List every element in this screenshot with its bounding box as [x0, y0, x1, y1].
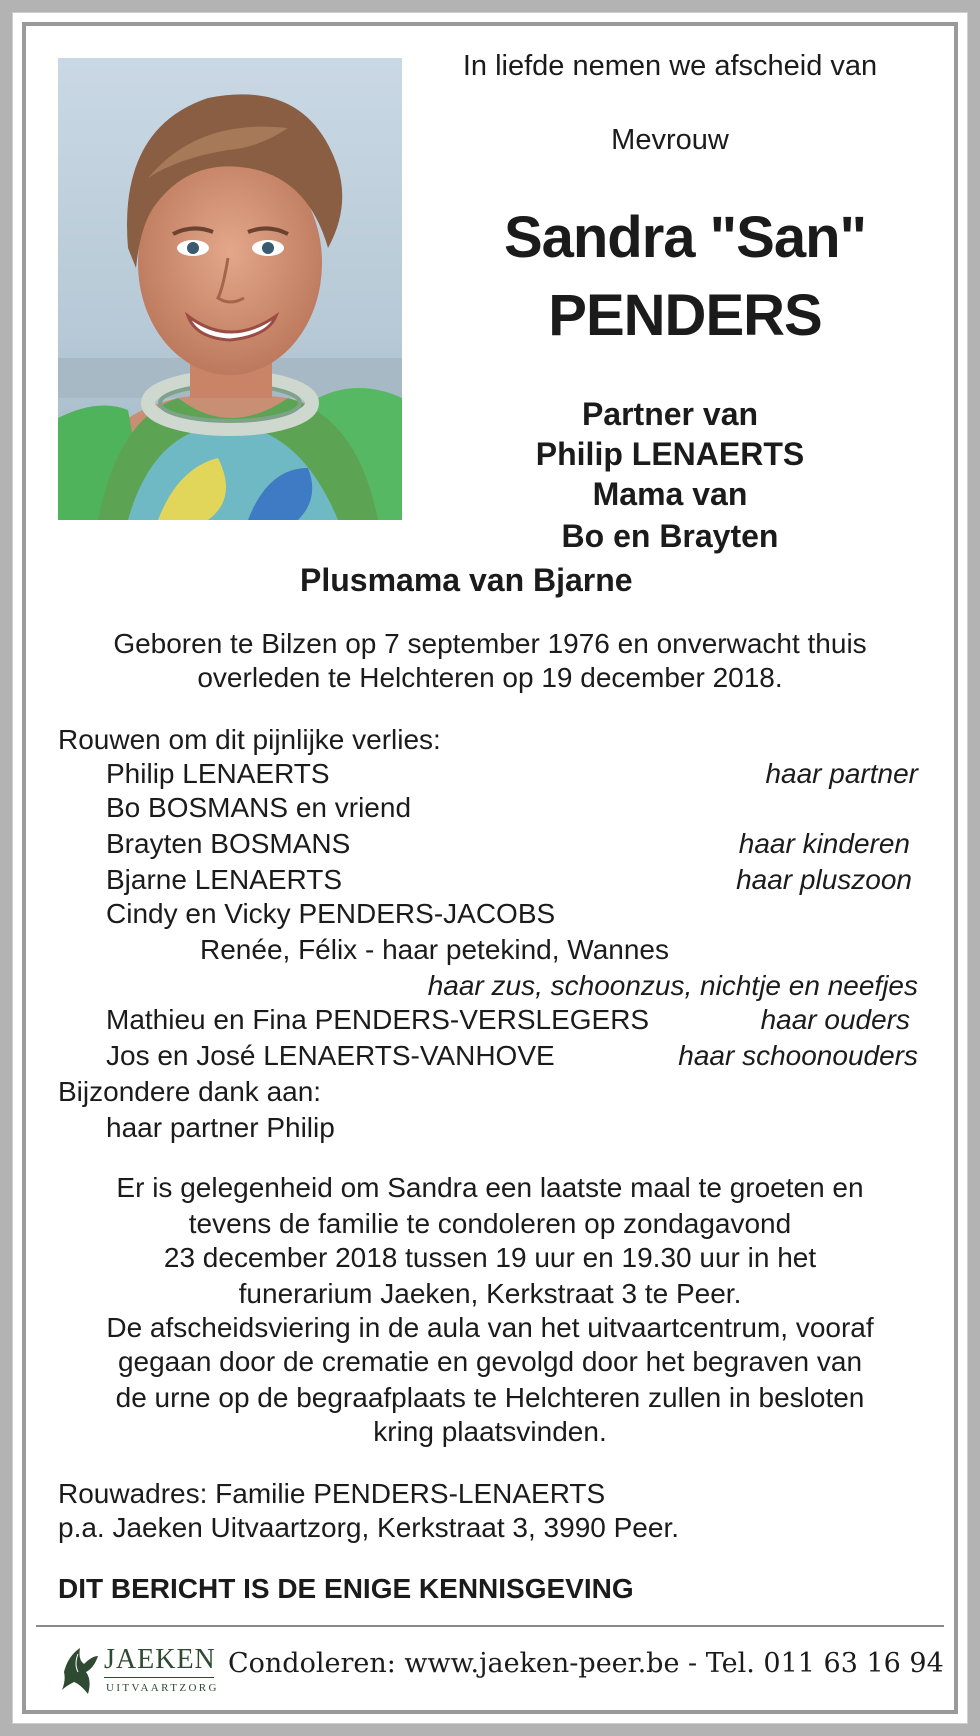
mourner-role: haar ouders — [760, 1004, 910, 1035]
mourner-name: Cindy en Vicky PENDERS-JACOBS — [106, 898, 556, 929]
logo-subtitle: UITVAARTZORG — [106, 1682, 219, 1694]
birth-death-line: Geboren te Bilzen op 7 september 1976 en onverwacht thuis — [113, 628, 867, 659]
deceased-name-line-2: PENDERS — [548, 283, 822, 348]
visitation-line: tevens de familie te condoleren op zondagavond — [188, 1208, 792, 1239]
mourners-heading: Rouwen om dit pijnlijke verlies: — [58, 724, 441, 755]
mourner-role: haar pluszoon — [736, 864, 912, 895]
visitation-line: De afscheidsviering in de aula van het uitvaartcentrum, vooraf — [106, 1312, 874, 1343]
thanks-heading: Bijzondere dank aan: — [58, 1076, 322, 1107]
funeral-home-logo — [58, 1640, 218, 1700]
mourner-role: haar zus, schoonzus, nichtje en neefjes — [427, 970, 918, 1001]
mourner-name: Jos en José LENAERTS-VANHOVE — [106, 1040, 555, 1071]
logo-rule — [104, 1677, 214, 1678]
mourner-name: Mathieu en Fina PENDERS-VERSLEGERS — [106, 1004, 650, 1035]
intro-line: In liefde nemen we afscheid van — [462, 50, 878, 82]
mourner-role: haar partner — [765, 758, 918, 789]
address-line: p.a. Jaeken Uitvaartzorg, Kerkstraat 3, 3990 Peer. — [58, 1512, 680, 1543]
visitation-line: kring plaatsvinden. — [373, 1416, 607, 1447]
mourner-role: haar kinderen — [738, 828, 910, 859]
honorific: Mevrouw — [611, 124, 729, 156]
visitation-line: de urne op de begraafplaats te Helchteren zullen in besloten — [115, 1382, 865, 1413]
thanks-line: haar partner Philip — [106, 1112, 335, 1143]
mourner-name: Bo BOSMANS en vriend — [106, 792, 412, 823]
logo-wordmark: JAEKEN — [104, 1644, 216, 1675]
visitation-line: Er is gelegenheid om Sandra een laatste maal te groeten en — [116, 1172, 864, 1203]
relation-line: Bo en Brayten — [561, 518, 779, 554]
plusmama-line: Plusmama van Bjarne — [300, 562, 633, 598]
mourner-name: Bjarne LENAERTS — [106, 864, 343, 895]
relation-line: Philip LENAERTS — [535, 436, 805, 472]
dove-icon — [58, 1642, 102, 1698]
visitation-line: gegaan door de crematie en gevolgd door het begraven van — [117, 1346, 863, 1377]
notice-line: DIT BERICHT IS DE ENIGE KENNISGEVING — [58, 1573, 634, 1604]
birth-death-line: overleden te Helchteren op 19 december 2018. — [197, 662, 783, 693]
visitation-line: funerarium Jaeken, Kerkstraat 3 te Peer. — [238, 1278, 742, 1309]
mourner-name: Brayten BOSMANS — [106, 828, 351, 859]
footer-divider — [36, 1625, 944, 1627]
deceased-name-line-1: Sandra "San" — [503, 205, 867, 270]
visitation-line: 23 december 2018 tussen 19 uur en 19.30 uur in het — [163, 1242, 817, 1273]
address-line: Rouwadres: Familie PENDERS-LENAERTS — [58, 1478, 606, 1509]
condolence-contact: Condoleren: www.jaeken-peer.be - Tel. 011 63 16 94 — [228, 1648, 944, 1679]
relation-line: Partner van — [581, 396, 759, 432]
mourner-role: haar schoonouders — [678, 1040, 918, 1071]
mourner-name: Renée, Félix - haar petekind, Wannes — [200, 934, 669, 965]
mourner-name: Philip LENAERTS — [106, 758, 330, 789]
relation-line: Mama van — [592, 476, 748, 512]
portrait-photo — [58, 58, 402, 520]
